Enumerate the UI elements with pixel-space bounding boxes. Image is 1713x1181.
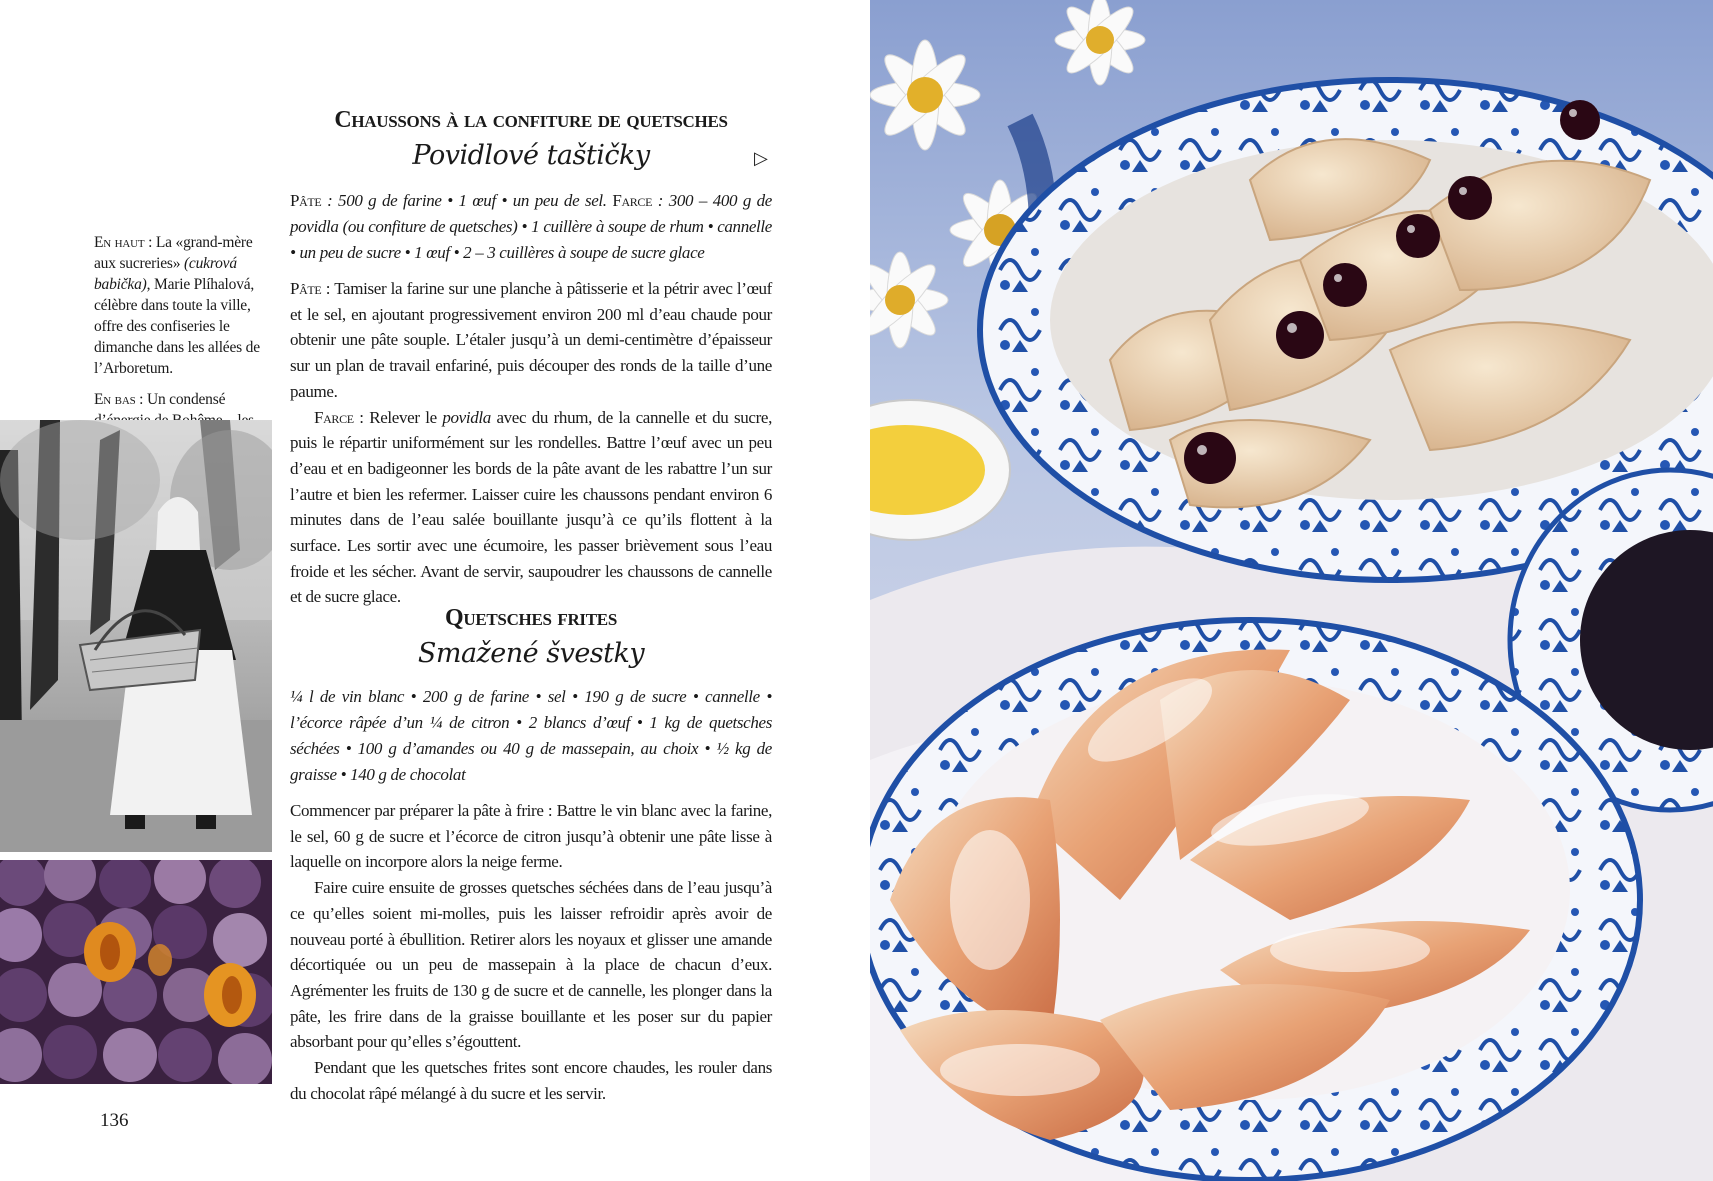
recipe-1-title: Chaussons à la confiture de quetsches — [334, 107, 728, 133]
recipe-1-ingredients: Pâte : 500 g de farine • 1 œuf • un peu de sel. Farce : 300 – 400 g de povidla (ou confiture de quetsches) • 1 cuillère à soupe de rhum • cannelle • un peu de sucre • 1 œuf • 2 – 3 cuillères à soupe de sucre glace — [290, 191, 772, 262]
recipe-1-paragraph-pate: Pâte : Tamiser la farine sur une planche à pâtisserie et la pétrir avec l’œuf et le sel, en ajoutant progressivement environ 200 ml d’eau chaude pour obtenir une pâte souple. L’étaler jusqu’à un demi-centimètre d’épaisseur sur un plan de travail enfariné, puis découper des ronds de la taille d’une paume. — [290, 279, 772, 401]
recipe-2-paragraph-3: Pendant que les quetsches frites sont encore chaudes, les rouler dans du chocolat râpé mélangé à du sucre et les servir. — [290, 1058, 772, 1103]
recipe-1 — [290, 106, 772, 610]
recipe-2-subtitle: Smažené švestky — [417, 638, 645, 669]
dumplings-photo — [870, 0, 1713, 1181]
plums-photo — [0, 860, 272, 1084]
page-number: 136 — [100, 1110, 129, 1131]
recipe-2 — [290, 604, 772, 1106]
recipe-2-paragraph-2: Faire cuire ensuite de grosses quetsches séchées dans de l’eau jusqu’à ce qu’elles soient mi-molles, puis les laisser refroidir après avoir de nouveau porté à ébullition. Retirer alors les noyaux et glisser une amande décortiquée ou un peu de massepain à la place de chacun d’eux. Agrémenter les fruits de 130 g de sucre et de cannelle, les plonger dans la pâte, les frire dans de la graisse bouillante et les poser sur du papier absorbant pour qu’elles s’égouttent. — [290, 878, 772, 1052]
caption-top: En haut : La «grand-mère aux sucreries» (cukrová babička), Marie Plíhalová, célèbre dans toute la ville, offre des confiseries le dimanche dans les allées de l’Arboretum. — [94, 234, 260, 377]
right-page-photo — [870, 0, 1713, 1181]
recipe-2-title: Quetsches frites — [445, 605, 617, 631]
triangle-right-icon: ▷ — [754, 148, 768, 168]
recipe-2-ingredients: ¼ l de vin blanc • 200 g de farine • sel • 190 g de sucre • cannelle • l’écorce râpée d’un ¼ de citron • 2 blancs d’œuf • 1 kg de quetsches séchées • 100 g d’amandes ou 40 g de massepain, au choix • ½ kg de graisse • 140 g de chocolat — [290, 687, 772, 784]
grandmother-photo — [0, 420, 272, 852]
recipe-2-paragraph-1: Commencer par préparer la pâte à frire : Battre le vin blanc avec la farine, le sel, 60 g de sucre et l’écorce de citron jusqu’à obtenir une pâte lisse à laquelle on incorpore alors la neige ferme. — [290, 801, 772, 872]
recipe-1-paragraph-farce: Farce : Relever le povidla avec du rhum, de la cannelle et du sucre, puis le répartir uniformément sur les rondelles. Battre l’œuf avec un peu d’eau et en badigeonner les bords de la pâte avant de les rabattre l’un sur l’autre et bien les refermer. Laisser cuire les chaussons pendant environ 6 minutes dans de l’eau salée bouillante jusqu’à ce qu’ils flottent à la surface. Les sortir avec une écumoire, les passer brièvement sous l’eau froide et les sécher. Avant de servir, saupoudrer les chaussons de cannelle et de sucre glace. — [290, 407, 772, 607]
lower-plate — [870, 620, 1640, 1180]
recipe-1-subtitle: Povidlové taštičky — [412, 140, 650, 171]
caption-bottom: En bas : Un condensé — [94, 391, 226, 408]
